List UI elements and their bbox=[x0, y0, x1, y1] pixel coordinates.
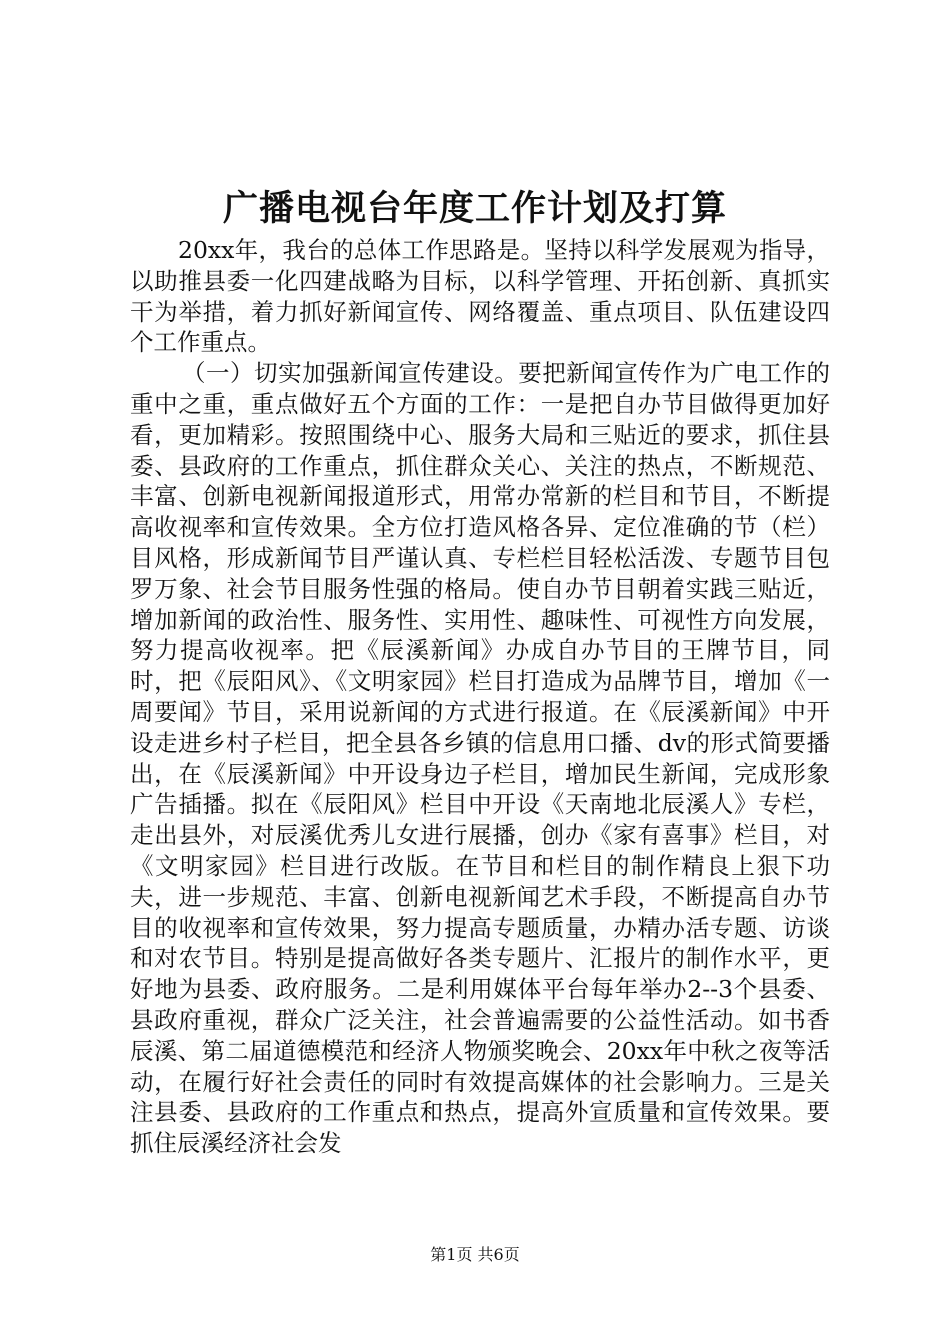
page-footer: 第1页 共6页 bbox=[430, 1245, 520, 1264]
body-paragraph: （一）切实加强新闻宣传建设。要把新闻宣传作为广电工作的重中之重，重点做好五个方面的工作：一是把自办节目做得更加好看，更加精彩。按照围绕中心、服务大局和三贴近的要求，抓住县委、县政府的工作重点，抓住群众关心、关注的热点，不断规范、丰富、创新电视新闻报道形式，用常办常新的栏目和节目，不断提高收视率和宣传效果。全方位打造风格各异、定位准确的节（栏）目风格，形成新闻节目严谨认真、专栏栏目轻松活泼、专题节目包罗万象、社会节目服务性强的格局。使自办节目朝着实践三贴近，增加新闻的政治性、服务性、实用性、趣味性、可视性方向发展，努力提高收视率。把《辰溪新闻》办成自办节目的王牌节目，同时，把《辰阳风》、《文明家园》栏目打造成为品牌节目，增加《一周要闻》节目，采用说新闻的方式进行报道。在《辰溪新闻》中开设走进乡村子栏目，把全县各乡镇的信息用口播、dv的形式简要播出，在《辰溪新闻》中开设身边子栏目，增加民生新闻，完成形象广告插播。拟在《辰阳风》栏目中开设《天南地北辰溪人》专栏，走出县外，对辰溪优秀儿女进行展播，创办《家有喜事》栏目，对《文明家园》栏目进行改版。在节目和栏目的制作精良上狠下功夫，进一步规范、丰富、创新电视新闻艺术手段，不断提高自办节目的收视率和宣传效果，努力提高专题质量，办精办活专题、访谈和对农节目。特别是提高做好各类专题片、汇报片的制作水平，更好地为县委、政府服务。二是利用媒体平台每年举办2--3个县委、县政府重视，群众广泛关注，社会普遍需要的公益性活动。如书香辰溪、第二届道德模范和经济人物颁奖晚会、20xx年中秋之夜等活动，在履行好社会责任的同时有效提高媒体的社会影响力。三是关注县委、县政府的工作重点和热点，提高外宣质量和宣传效果。要抓住辰溪经济社会发 bbox=[130, 359, 830, 1158]
document-title: 广播电视台年度工作计划及打算 bbox=[222, 188, 727, 229]
body-paragraph: 20xx年，我台的总体工作思路是。坚持以科学发展观为指导，以助推县委一化四建战略为目标，以科学管理、开拓创新、真抓实干为举措，着力抓好新闻宣传、网络覆盖、重点项目、队伍建设四个工作重点。 bbox=[130, 236, 830, 357]
document-body bbox=[130, 235, 830, 1159]
